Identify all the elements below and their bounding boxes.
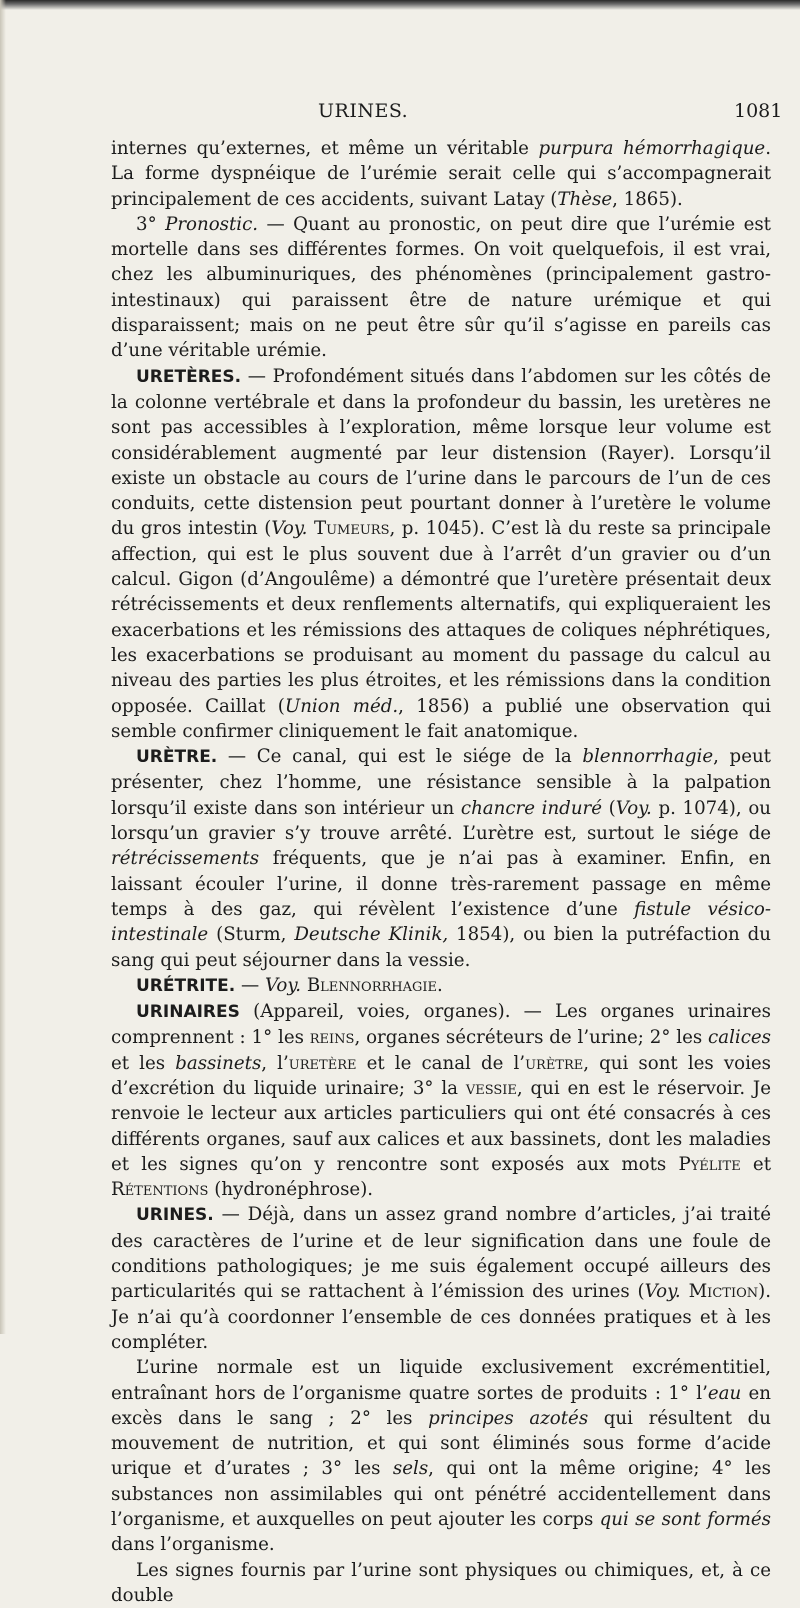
entry-urines: [111, 1202, 771, 1355]
text-run: L’urine normale est un liquide exclusivement excrémentitiel, entraînant hors de l’organisme quatre sortes de produits : 1° l’: [111, 1357, 771, 1404]
scan-top-shadow: [0, 0, 800, 10]
text-run: 1854), ou bien la putréfaction du sang qui peut séjourner dans la vessie.: [111, 924, 771, 971]
text-run: dans l’organisme.: [111, 1534, 275, 1556]
text-run: , 1865).: [612, 188, 683, 210]
text-run: ). Je n’ai qu’à coordonner l’ensemble de ces données pratiques et à les compléter.: [111, 1281, 771, 1353]
small-caps-text: uretère: [288, 1052, 357, 1074]
text-run: . La forme dyspnéique de l’urémie serait celle qui s’accompagnerait principalement de ces accidents, suivant Latay (: [111, 138, 771, 210]
text-run: (Sturm,: [208, 924, 295, 946]
text-run: en excès dans le sang ; 2° les: [111, 1382, 771, 1429]
text-run: et le canal de l’: [356, 1052, 526, 1074]
text-run: (: [602, 797, 616, 819]
text-run: , l’: [261, 1052, 289, 1074]
italic-text: eau: [707, 1382, 742, 1404]
italic-text: Deutsche Klinik,: [294, 924, 449, 946]
small-caps-text: vessie: [465, 1077, 517, 1099]
text-run: (Appareil, voies, organes). — Les organes urinaires comprennent : 1° les: [111, 1001, 771, 1049]
italic-text: Pronostic.: [165, 213, 259, 235]
small-caps-text: Rétentions: [111, 1179, 209, 1201]
paragraph-intro: [111, 136, 771, 212]
italic-text: Thèse: [557, 188, 613, 210]
small-caps-text: reins: [309, 1027, 355, 1049]
text-run: et: [740, 1153, 772, 1175]
entry-uretrite: [111, 973, 771, 999]
text-body: [111, 136, 771, 1608]
text-run: et les: [111, 1052, 176, 1074]
headword: URÉTRITE.: [136, 975, 236, 996]
running-title: URINES.: [318, 100, 409, 122]
italic-text: principes azotés: [428, 1407, 589, 1429]
text-run: , qui ont la même origine; 4° les substances non assimilables qui ont pénétré accidentellement dans l’organisme, et auxquelles on peut ajouter les corps: [111, 1458, 772, 1531]
text-run: , qui sont les voies d’excrétion du liquide urinaire; 3° la: [111, 1052, 771, 1099]
page-number: 1081: [734, 100, 783, 122]
scan-left-shadow: [0, 0, 6, 1334]
headword: URINAIRES: [136, 1002, 240, 1023]
headword: URINES.: [136, 1205, 214, 1226]
text-run: , organes sécréteurs de l’urine; 2° les: [354, 1027, 709, 1049]
italic-text: bassinets: [175, 1052, 262, 1074]
text-run: — Ce canal, qui est le siége de la: [217, 746, 583, 768]
small-caps-text: Tumeurs: [313, 518, 390, 540]
text-run: [681, 1281, 689, 1302]
small-caps-text: Miction: [688, 1281, 759, 1303]
italic-text: Voy.: [271, 518, 308, 540]
text-run: p. 1074), ou lorsqu’un gravier s’y trouve arrêté. L’urètre est, surtout le siége de: [111, 797, 771, 845]
italic-text: Voy.: [644, 1281, 681, 1303]
headword: URETÈRES.: [136, 366, 242, 387]
paragraph-pronostic: [111, 212, 771, 364]
text-run: .: [437, 974, 443, 996]
text-run: — Déjà, dans un assez grand nombre d’articles, j’ai traité des caractères de l’urine et de leur signification dans une foule de conditions pathologiques; je me suis également occupé ailleurs des particularités qui se rattachent à l’émission des urines (: [111, 1204, 771, 1303]
headword: URÈTRE.: [136, 747, 218, 768]
text-run: internes qu’externes, et même un véritable: [111, 138, 539, 159]
text-run: fréquents, que je n’ai pas à examiner. Enfin, en laissant écouler l’urine, il donne très-rarement passage en même temps à des gaz, qui révèlent l’existence d’une: [111, 848, 771, 920]
italic-text: blennorrhagie: [582, 746, 714, 768]
italic-text: fistule vésico-intestinale: [111, 898, 771, 946]
text-run: qui résultent du mouvement de nutrition, et qui sont éliminés sous forme d’acide urique et d’urates ; 3° les: [111, 1407, 772, 1480]
italic-text: Voy.: [264, 974, 302, 996]
text-run: , qui en est le réservoir. Je renvoie le lecteur aux articles particuliers qui ont été consacrés à ces différents organes, sauf aux calices et aux bassinets, dont les maladies et les signes qu’on y rencontre sont exposés aux mots: [111, 1077, 771, 1175]
entry-urinaires: [111, 999, 771, 1202]
paragraph-urine-normale: [111, 1355, 771, 1557]
italic-text: rétrécissements: [111, 848, 260, 870]
entry-uretre: [111, 744, 771, 973]
paragraph-signes: Les signes fournis par l’urine sont physiques ou chimiques, et, à ce double: [111, 1559, 771, 1606]
entry-ureteres: [111, 364, 771, 744]
running-header: [0, 100, 800, 124]
italic-text: chancre induré: [460, 797, 602, 819]
text-run: , peut présenter, chez l’homme, une résistance sensible à la palpation lorsqu’il existe dans son intérieur un: [111, 746, 771, 819]
italic-text: Voy.: [615, 797, 652, 819]
italic-text: Union méd.: [284, 695, 399, 717]
small-caps-text: Pyélite: [678, 1153, 741, 1175]
small-caps-text: urètre: [525, 1052, 584, 1074]
italic-text: purpura hémorrhagique: [538, 138, 766, 159]
text-run: —: [235, 974, 265, 996]
text-run: 3°: [136, 213, 166, 235]
italic-text: sels: [392, 1458, 429, 1480]
text-run: , 1856) a publié une observation qui semble confirmer cliniquement le fait anatomique.: [111, 695, 771, 742]
italic-text: calices: [708, 1027, 771, 1049]
small-caps-text: Blennorrhagie: [306, 974, 438, 996]
text-run: — Quant au pronostic, on peut dire que l’urémie est mortelle dans ses différentes formes. On voit quelquefois, il est vrai, chez les albuminuriques, des phénomènes (principalement gastro-intestinaux) qui paraissent être de nature urémique et qui disparaissent; mais on ne peut être sûr qu’il s’agisse en pareils cas d’une véritable urémie.: [111, 213, 771, 362]
text-run: — Profondément situés dans l’abdomen sur les côtés de la colonne vertébrale et dans la profondeur du bassin, les uretères ne sont pas accessibles à l’exploration, même lorsque leur volume est considérablement augmenté par leur distension (Rayer). Lorsqu’il existe un obstacle au cours de l’urine dans le parcours de l’un de ces conduits, cette distension peut pourtant donner à l’uretère le volume du gros intestin (: [111, 365, 771, 540]
text-run: (hydronéphrose).: [208, 1179, 374, 1201]
italic-text: qui se sont formés: [599, 1509, 772, 1531]
text-run: , p. 1045). C’est là du reste sa principale affection, qui est le plus souvent due à l’arrêt d’un gravier ou d’un calcul. Gigon (d’Angoulême) a démontré que l’uretère présentait deux rétrécissements et deux renflements alternatifs, qui expliqueraient les exacerbations et les rémissions des attaques de coliques néphrétiques, les exacerbations se produisant au moment du passage du calcul au niveau des parties les plus étroites, et les rémissions dans la condition opposée. Caillat (: [111, 518, 771, 717]
